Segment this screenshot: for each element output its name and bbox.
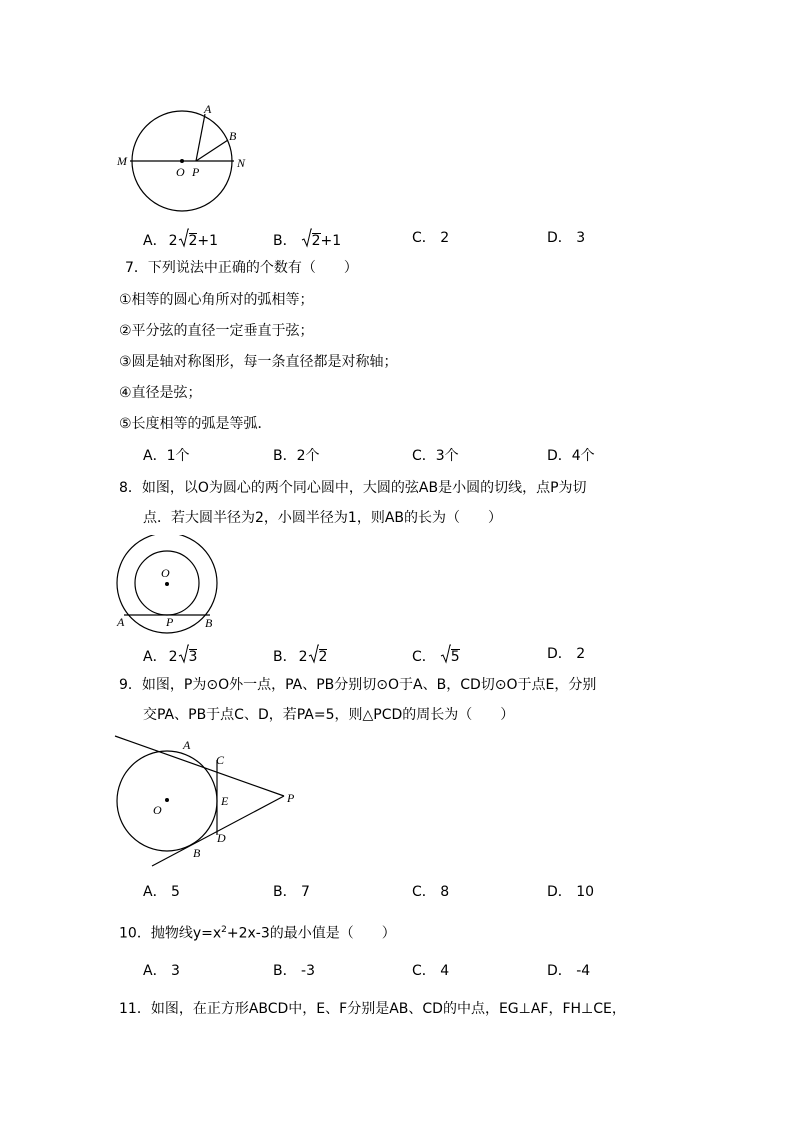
- q8-option-c: C． 5: [412, 644, 460, 669]
- fig3-label-A: A: [183, 738, 191, 752]
- sqrt-symbol: [178, 644, 189, 669]
- q7-stem: 7．下列说法中正确的个数有（ ）: [125, 260, 358, 276]
- sqrt-symbol: [301, 228, 312, 253]
- q7-option-b: B．2个: [273, 448, 320, 464]
- q7-item-5: ⑤长度相等的弧是等弧．: [119, 416, 272, 432]
- fig3-label-C: C: [216, 753, 225, 767]
- q7-option-a: A．1个: [143, 448, 190, 464]
- fig1-label-N: N: [237, 156, 246, 170]
- fig2-label-O: O: [161, 566, 170, 580]
- q9-stem-line2: 交PA、PB于点C、D，若PA=5，则△PCD的周长为（ ）: [143, 707, 515, 723]
- q8-stem-line2: 点．若大圆半径为2，小圆半径为1，则AB的长为（ ）: [143, 510, 502, 526]
- sqrt-symbol: [178, 228, 189, 253]
- fig3-label-E: E: [221, 794, 229, 808]
- q7-item-2: ②平分弦的直径一定垂直于弦；: [119, 323, 314, 339]
- sqrt-symbol: [308, 644, 319, 669]
- q9-option-c: C． 8: [412, 884, 450, 900]
- q8-stem-line1: 8．如图，以O为圆心的两个同心圆中，大圆的弦AB是小圆的切线，点P为切: [119, 480, 587, 496]
- q10-option-a: A． 3: [143, 963, 180, 979]
- q8-option-b: B． 2 2: [273, 644, 327, 669]
- q10-option-c: C． 4: [412, 963, 450, 979]
- q11-stem-line1: 11．如图，在正方形ABCD中，E、F分别是AB、CD的中点，EG⊥AF，FH⊥CE，: [119, 1001, 626, 1017]
- q6-option-b: B． 2 +1: [273, 228, 341, 253]
- q7-item-1: ①相等的圆心角所对的弧相等；: [119, 292, 314, 308]
- fig1-label-O: O: [176, 165, 185, 179]
- fig2-label-A: A: [117, 615, 125, 629]
- figure-q9-tangent-lines: [110, 730, 310, 870]
- q8-option-d: D． 2: [547, 646, 586, 662]
- fig3-label-P: P: [287, 791, 295, 805]
- figure-q8-concentric-circles: [110, 535, 230, 635]
- fig3-label-B: B: [193, 846, 201, 860]
- fig3-label-O: O: [153, 803, 162, 817]
- figure-q6-circle: [110, 100, 270, 220]
- fig3-label-D: D: [217, 831, 226, 845]
- q8-option-a: A． 2 3: [143, 644, 197, 669]
- q10-stem: 10．抛物线$y=x^2+2x-3$的最小值是（ ）: [119, 925, 396, 942]
- fig2-label-B: B: [205, 616, 213, 630]
- q9-option-d: D． 10: [547, 884, 595, 900]
- fig1-label-M: M: [117, 154, 127, 168]
- q7-option-c: C．3个: [412, 448, 459, 464]
- q6-option-a: A． 2 2 +1: [143, 228, 218, 253]
- fig1-label-B: B: [229, 129, 237, 143]
- q9-option-a: A． 5: [143, 884, 180, 900]
- fig1-label-P: P: [192, 165, 200, 179]
- q9-option-b: B． 7: [273, 884, 310, 900]
- fig2-label-P: P: [166, 615, 174, 629]
- q10-option-d: D． -4: [547, 963, 591, 979]
- q10-option-b: B． -3: [273, 963, 316, 979]
- q7-item-3: ③圆是轴对称图形，每一条直径都是对称轴；: [119, 354, 398, 370]
- q7-item-4: ④直径是弦；: [119, 385, 202, 401]
- q9-stem-line1: 9．如图，P为⊙O外一点，PA、PB分别切⊙O于A、B，CD切⊙O于点E，分别: [119, 677, 597, 693]
- q6-option-d: D． 3: [547, 230, 586, 246]
- fig1-label-A: A: [204, 102, 212, 116]
- sqrt-symbol: [440, 644, 451, 669]
- q6-option-c: C． 2: [412, 230, 450, 246]
- q7-option-d: D．4个: [547, 448, 595, 464]
